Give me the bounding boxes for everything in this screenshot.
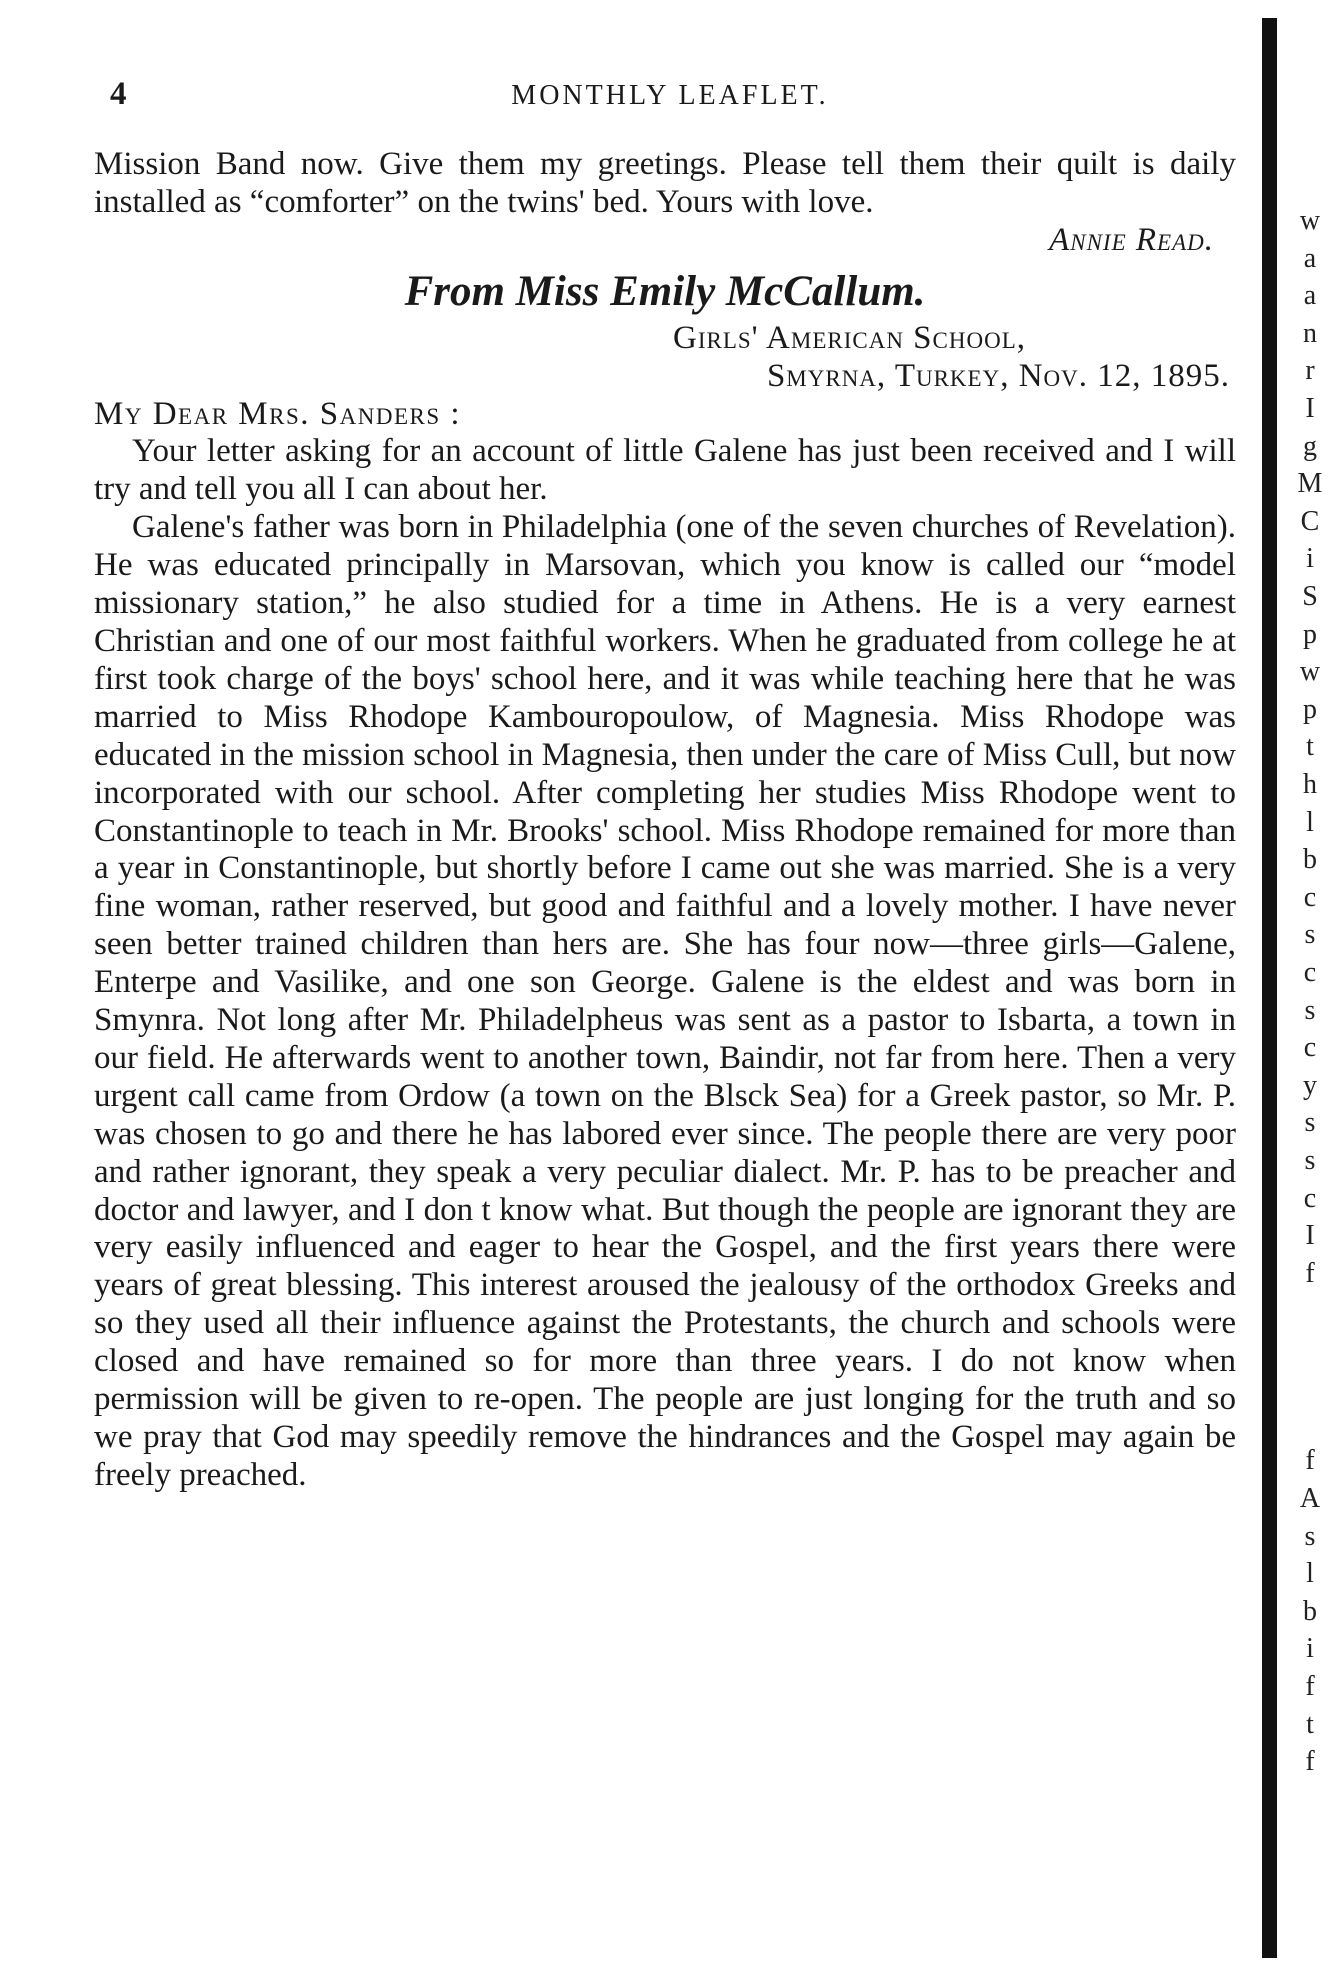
- address-line-2: Smyrna, Turkey, Nov. 12, 1895.: [766, 357, 1230, 394]
- margin-fragment: f: [1305, 1445, 1315, 1477]
- binding-edge: [1262, 18, 1277, 1958]
- margin-fragment: i: [1306, 1633, 1314, 1665]
- text-column: [94, 146, 1236, 1495]
- margin-fragment: a: [1303, 242, 1317, 274]
- margin-fragment: l: [1306, 1558, 1314, 1590]
- margin-fragment: S: [1302, 581, 1318, 612]
- margin-fragment: b: [1303, 844, 1317, 876]
- margin-fragment: c: [1303, 1182, 1317, 1214]
- margin-fragment: s: [1304, 1145, 1316, 1176]
- margin-fragment: f: [1305, 1746, 1315, 1778]
- margin-fragment: c: [1303, 1032, 1317, 1064]
- margin-fragment: I: [1305, 1220, 1315, 1252]
- margin-fragment: w: [1299, 656, 1321, 688]
- margin-fragment: s: [1304, 919, 1316, 951]
- previous-letter-ending: [94, 146, 1236, 260]
- margin-fragment: p: [1303, 693, 1317, 725]
- margin-fragment: s: [1304, 1520, 1316, 1552]
- margin-fragment: h: [1303, 769, 1317, 800]
- margin-fragment: f: [1305, 1671, 1315, 1702]
- margin-fragment: c: [1303, 881, 1317, 913]
- margin-fragment: c: [1303, 957, 1317, 988]
- article-title: From Miss Emily McCallum.: [404, 267, 926, 315]
- salutation: My Dear Mrs. Sanders :: [94, 395, 462, 432]
- margin-fragment: r: [1305, 355, 1315, 387]
- margin-fragment: g: [1303, 430, 1317, 462]
- margin-fragment: s: [1304, 1107, 1316, 1139]
- signature: Annie Read.: [1049, 221, 1214, 258]
- margin-fragment: f: [1305, 1257, 1315, 1289]
- margin-fragment: s: [1304, 994, 1316, 1026]
- continuation-body: Mission Band now. Give them my greetings. Please tell them their quilt is daily installed as “comforter” on the twins' bed. Yours with love.: [94, 146, 1236, 220]
- margin-fragment: t: [1306, 731, 1314, 763]
- paragraph: Galene's father was born in Philadelphia (one of the seven churches of Revelation). He was educated principally in Marsovan, which you know is called our “model missionary station,” he also studied for a time in Athens. He is a very earnest Christian and one of our most faithful workers. When he graduated from college he at first took charge of the boys' school here, and it was while teaching here that he was married to Miss Rhodope Kambouropoulow, of Magnesia. Miss Rhodope was educated in the mission school in Magnesia, then under the care of Miss Cull, but now incorporated with our school. After completing her studies Miss Rhodope went to Constantinople to teach in Mr. Brooks' school. Miss Rhodope remained for more than a year in Constantinople, but shortly before I came out she was married. She is a very fine woman, rather reserved, but good and faithful and a lovely mother. I have never seen better trained children than hers are. She has four now—three girls—Galene, Enterpe and Vasilike, and one son George. Galene is the eldest and was born in Smynra. Not long after Mr. Philadelpheus was sent as a pastor to Isbarta, a town in our field. He afterwards went to another town, Baindir, not far from here. Then a very urgent call came from Ordow (a town on the Blsck Sea) for a Greek pastor, so Mr. P. was chosen to go and there he has labored ever since. The people there are very poor and rather ignorant, they speak a very peculiar dialect. Mr. P. has to be preacher and doctor and lawyer, and I don t know what. But though the people are ignorant they are very easily influenced and eager to hear the Gospel, and the first years there were years of great blessing. This interest aroused the jealousy of the orthodox Greeks and so they used all their influence against the Protestants, the church and schools were closed and have remained so for more than three years. I do not know when permission will be given to re-open. The people are just longing for the truth and so we pray that God may speedily remove the hindrances and the Gospel may again be freely preached.: [94, 509, 1236, 1493]
- page-number: 4: [110, 76, 127, 112]
- running-head: MONTHLY LEAFLET.: [511, 80, 829, 111]
- margin-fragment: M: [1297, 468, 1323, 500]
- margin-fragment: w: [1299, 205, 1321, 236]
- margin-fragment: I: [1305, 393, 1315, 424]
- continuation-text: [94, 146, 1236, 222]
- margin-fragment: A: [1299, 1483, 1321, 1514]
- paragraph: Your letter asking for an account of little Galene has just been received and I will try and tell you all I can about her.: [94, 433, 1236, 508]
- signoff-line: [94, 222, 1236, 260]
- address-line-1: Girls' American School,: [672, 319, 1026, 356]
- margin-fragment: t: [1306, 1708, 1314, 1740]
- margin-fragment: p: [1303, 618, 1317, 650]
- margin-fragment: a: [1303, 280, 1317, 312]
- margin-fragment: n: [1303, 317, 1317, 349]
- margin-fragment: y: [1303, 1069, 1317, 1101]
- margin-fragment: b: [1303, 1595, 1317, 1627]
- page-header: [110, 76, 1230, 116]
- margin-fragment: i: [1306, 543, 1314, 575]
- margin-fragment: l: [1306, 806, 1314, 838]
- margin-fragment: C: [1300, 505, 1320, 537]
